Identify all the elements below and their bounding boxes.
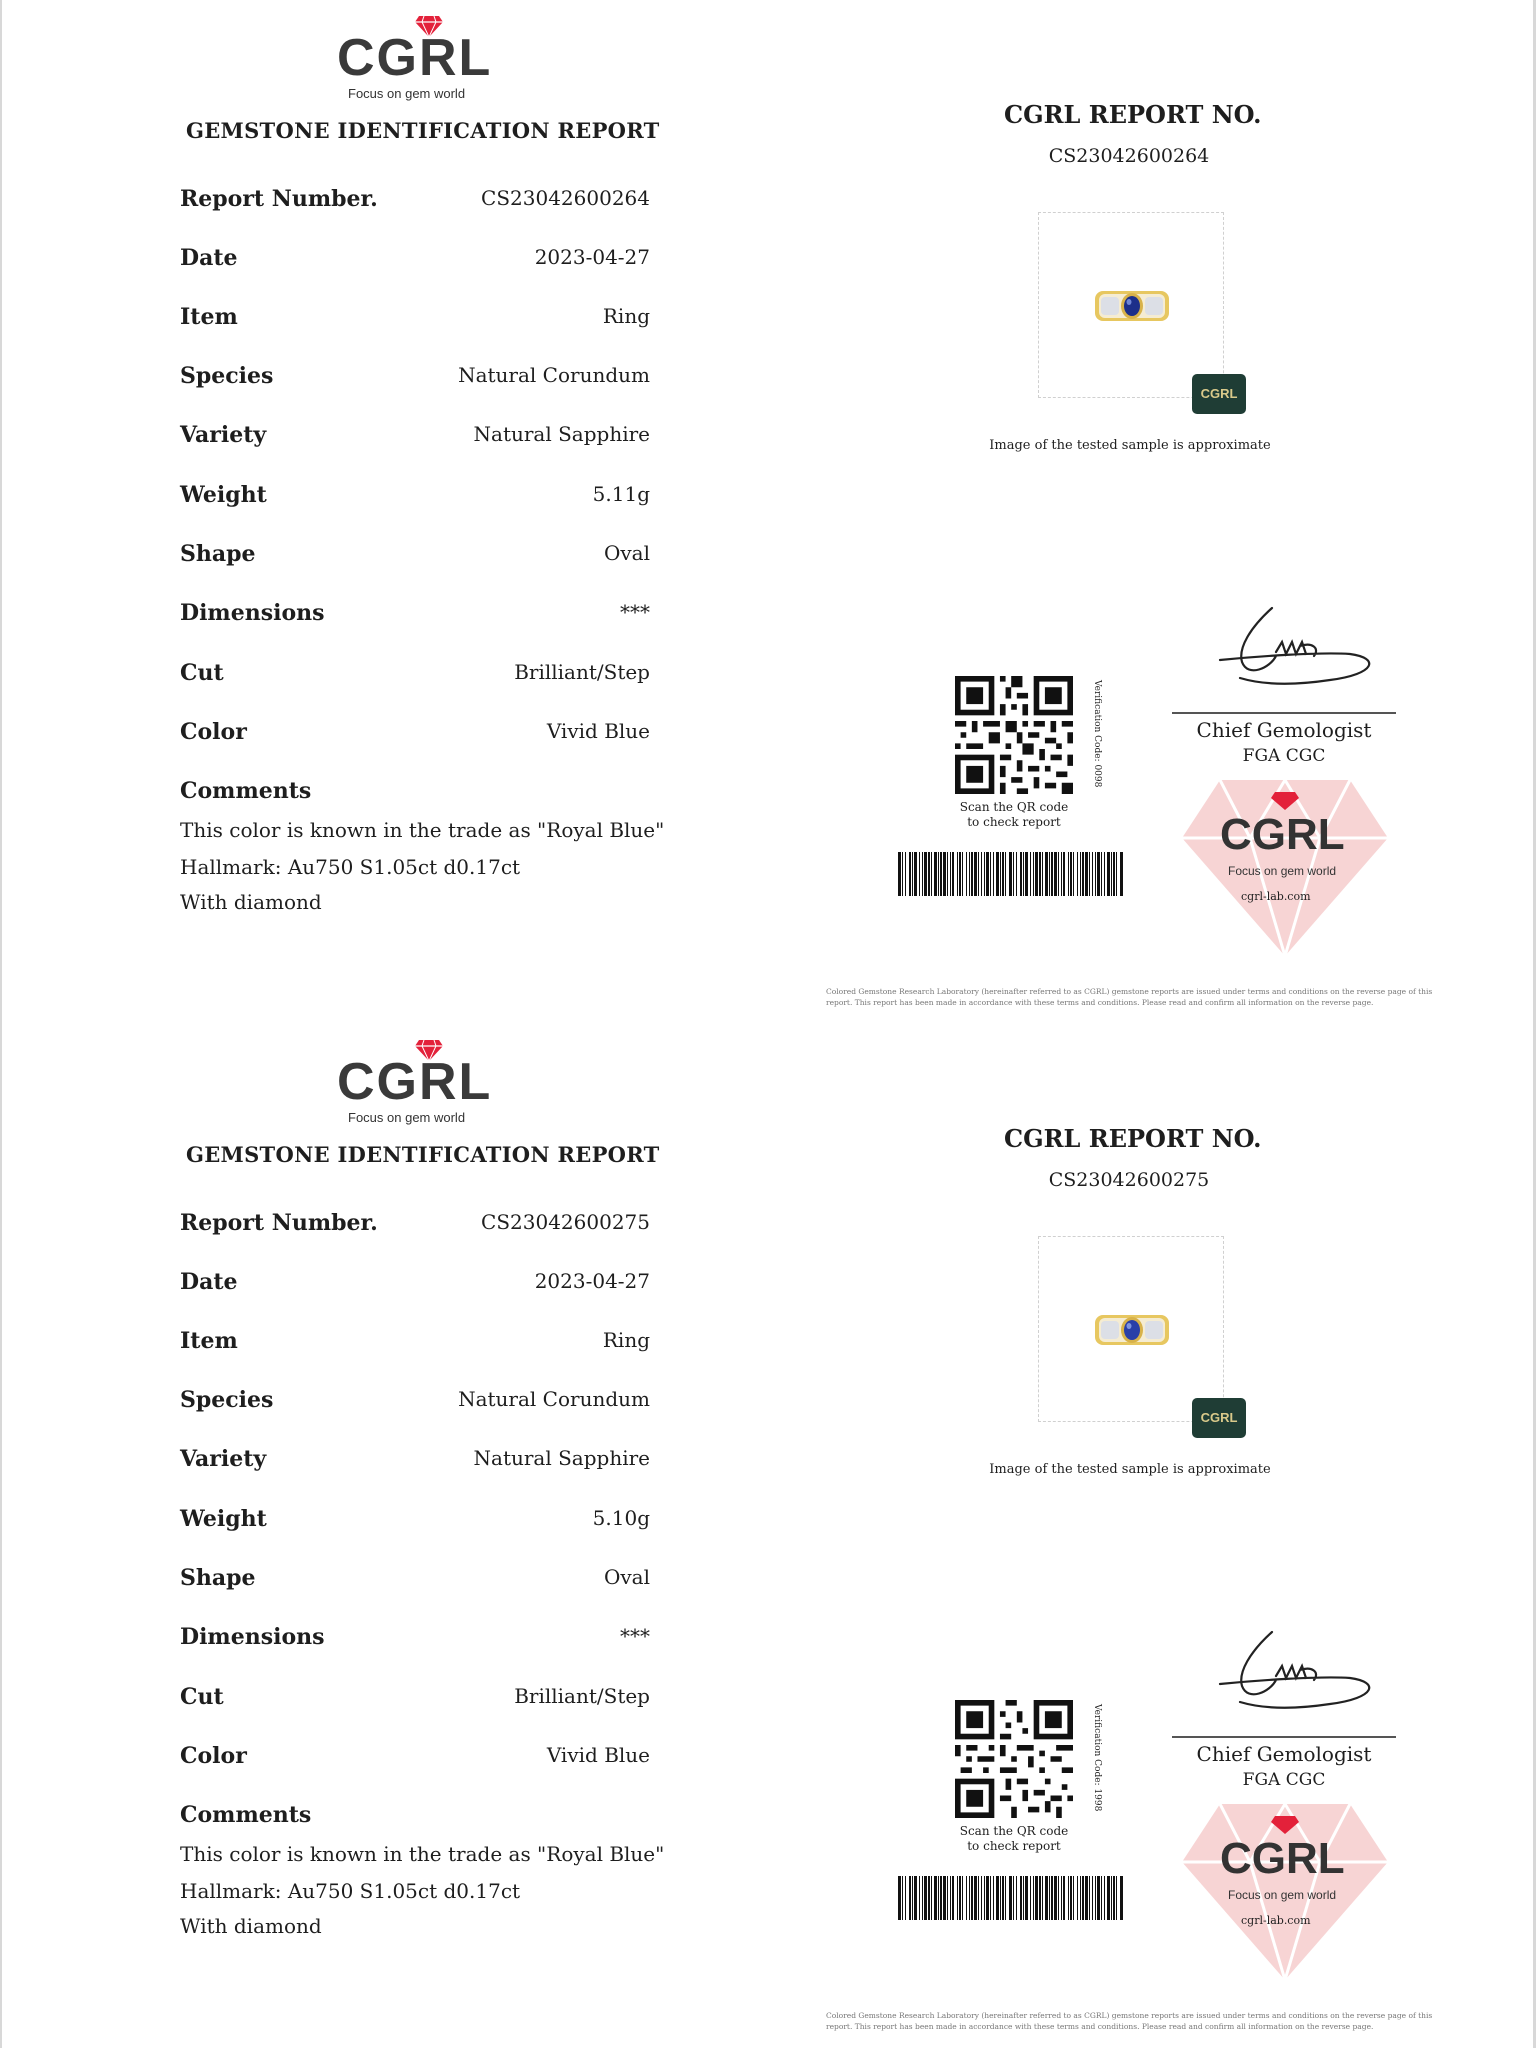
field-row xyxy=(180,1210,650,1244)
ring-image xyxy=(1039,213,1223,397)
logo-wordmark: CGRL xyxy=(337,1053,493,1111)
field-value: Natural Corundum xyxy=(458,363,650,387)
field-row xyxy=(180,1387,650,1421)
cgrl-stamp: CGRL xyxy=(1192,1398,1246,1438)
field-row xyxy=(180,1684,650,1718)
comment-line: Hallmark: Au750 S1.05ct d0.17ct xyxy=(180,855,521,879)
field-label: Report Number. xyxy=(180,186,378,212)
field-value: Oval xyxy=(603,541,650,565)
field-label: Weight xyxy=(180,482,267,508)
seal-tagline: Focus on gem world xyxy=(1228,864,1337,878)
field-value: Vivid Blue xyxy=(546,1743,650,1767)
field-label: Dimensions xyxy=(180,1624,325,1650)
field-row xyxy=(180,1624,650,1658)
field-label: Date xyxy=(180,245,238,271)
sample-photo xyxy=(1038,1236,1224,1422)
barcode xyxy=(898,852,1126,896)
field-row xyxy=(180,1743,650,1777)
logo-tagline: Focus on gem world xyxy=(348,86,466,101)
field-label: Shape xyxy=(180,541,256,567)
qr-code[interactable] xyxy=(955,676,1073,794)
verification-code: Verification Code: 0098 xyxy=(1092,680,1102,788)
field-row xyxy=(180,541,650,575)
qr-code[interactable] xyxy=(955,1700,1073,1818)
signature xyxy=(1180,598,1400,708)
field-label: Report Number. xyxy=(180,1210,378,1236)
comment-line: With diamond xyxy=(180,1914,322,1938)
field-value: Brilliant/Step xyxy=(514,660,650,684)
scan-line: Scan the QR code xyxy=(959,1824,1069,1838)
scan-instruction xyxy=(946,1824,1082,1854)
field-value: Vivid Blue xyxy=(546,719,650,743)
logo-wordmark: CGRL xyxy=(337,29,493,87)
signer-credentials: FGA CGC xyxy=(1242,1770,1326,1790)
scan-instruction xyxy=(946,800,1082,830)
field-value: Ring xyxy=(602,1328,650,1352)
signer-title: Chief Gemologist xyxy=(1196,1742,1372,1766)
signer-title: Chief Gemologist xyxy=(1196,718,1372,742)
field-value: 2023-04-27 xyxy=(534,245,650,269)
field-row xyxy=(180,363,650,397)
field-row xyxy=(180,186,650,220)
scan-line: Scan the QR code xyxy=(959,800,1069,814)
field-value: Natural Sapphire xyxy=(473,1446,650,1470)
report-title: GEMSTONE IDENTIFICATION REPORT xyxy=(186,1142,660,1167)
field-value: Natural Corundum xyxy=(458,1387,650,1411)
field-value: Ring xyxy=(602,304,650,328)
field-label: Item xyxy=(180,1328,238,1354)
scan-line: to check report xyxy=(967,1839,1061,1853)
logo-tagline: Focus on gem world xyxy=(348,1110,466,1125)
field-value: CS23042600275 xyxy=(481,1210,650,1234)
field-value: 5.11g xyxy=(592,482,650,506)
field-value: 2023-04-27 xyxy=(534,1269,650,1293)
field-label: Color xyxy=(180,719,247,745)
field-label: Variety xyxy=(180,1446,267,1472)
report-no-value: CS23042600275 xyxy=(1048,1169,1210,1191)
field-row xyxy=(180,1565,650,1599)
field-row xyxy=(180,304,650,338)
comment-line: This color is known in the trade as "Royal Blue" xyxy=(180,818,665,842)
sample-photo xyxy=(1038,212,1224,398)
seal-tagline: Focus on gem world xyxy=(1228,1888,1337,1902)
field-label: Species xyxy=(180,1387,274,1413)
report-no-title: CGRL REPORT NO. xyxy=(1004,1124,1262,1153)
signature-line xyxy=(1172,712,1396,714)
field-row xyxy=(180,1328,650,1362)
image-caption: Image of the tested sample is approximate xyxy=(989,438,1271,453)
field-label: Item xyxy=(180,304,238,330)
field-value: Natural Sapphire xyxy=(473,422,650,446)
ring-image xyxy=(1039,1237,1223,1421)
signer-credentials: FGA CGC xyxy=(1242,746,1326,766)
field-value: 5.10g xyxy=(592,1506,650,1530)
field-value: CS23042600264 xyxy=(481,186,650,210)
image-caption: Image of the tested sample is approximate xyxy=(989,1462,1271,1477)
field-label: Weight xyxy=(180,1506,267,1532)
field-label: Dimensions xyxy=(180,600,325,626)
field-row xyxy=(180,719,650,753)
field-row xyxy=(180,1506,650,1540)
report-no-title: CGRL REPORT NO. xyxy=(1004,100,1262,129)
seal-url[interactable]: cgrl-lab.com xyxy=(1241,890,1311,903)
field-row xyxy=(180,660,650,694)
comments-heading: Comments xyxy=(180,1802,312,1828)
report-no-value: CS23042600264 xyxy=(1048,145,1210,167)
field-row xyxy=(180,422,650,456)
verification-code: Verification Code: 1998 xyxy=(1092,1704,1102,1812)
field-value: *** xyxy=(620,1624,650,1648)
comment-line: Hallmark: Au750 S1.05ct d0.17ct xyxy=(180,1879,521,1903)
comments-heading: Comments xyxy=(180,778,312,804)
field-label: Cut xyxy=(180,1684,224,1710)
field-row xyxy=(180,600,650,634)
field-label: Species xyxy=(180,363,274,389)
field-value: Oval xyxy=(603,1565,650,1589)
comment-line: With diamond xyxy=(180,890,322,914)
scan-line: to check report xyxy=(967,815,1061,829)
barcode xyxy=(898,1876,1126,1920)
field-row xyxy=(180,1269,650,1303)
report-card xyxy=(0,1024,1536,2048)
seal-url[interactable]: cgrl-lab.com xyxy=(1241,1914,1311,1927)
field-value: Brilliant/Step xyxy=(514,1684,650,1708)
field-label: Shape xyxy=(180,1565,256,1591)
field-label: Date xyxy=(180,1269,238,1295)
field-label: Variety xyxy=(180,422,267,448)
field-row xyxy=(180,245,650,279)
signature-line xyxy=(1172,1736,1396,1738)
signature xyxy=(1180,1622,1400,1732)
report-title: GEMSTONE IDENTIFICATION REPORT xyxy=(186,118,660,143)
field-value: *** xyxy=(620,600,650,624)
field-label: Cut xyxy=(180,660,224,686)
field-row xyxy=(180,1446,650,1480)
seal-name: CGRL xyxy=(1220,810,1345,859)
comment-line: This color is known in the trade as "Royal Blue" xyxy=(180,1842,665,1866)
cgrl-stamp: CGRL xyxy=(1192,374,1246,414)
field-row xyxy=(180,482,650,516)
disclaimer: Colored Gemstone Research Laboratory (hereinafter referred to as CGRL) gemstone reports are issued under terms and conditions on the reverse page of this report. This report has been made in accordance with these terms and conditions. Please read and confirm all information on the reverse page. xyxy=(826,2011,1433,2031)
seal-name: CGRL xyxy=(1220,1834,1345,1883)
disclaimer: Colored Gemstone Research Laboratory (hereinafter referred to as CGRL) gemstone reports are issued under terms and conditions on the reverse page of this report. This report has been made in accordance with these terms and conditions. Please read and confirm all information on the reverse page. xyxy=(826,987,1433,1007)
field-label: Color xyxy=(180,1743,247,1769)
